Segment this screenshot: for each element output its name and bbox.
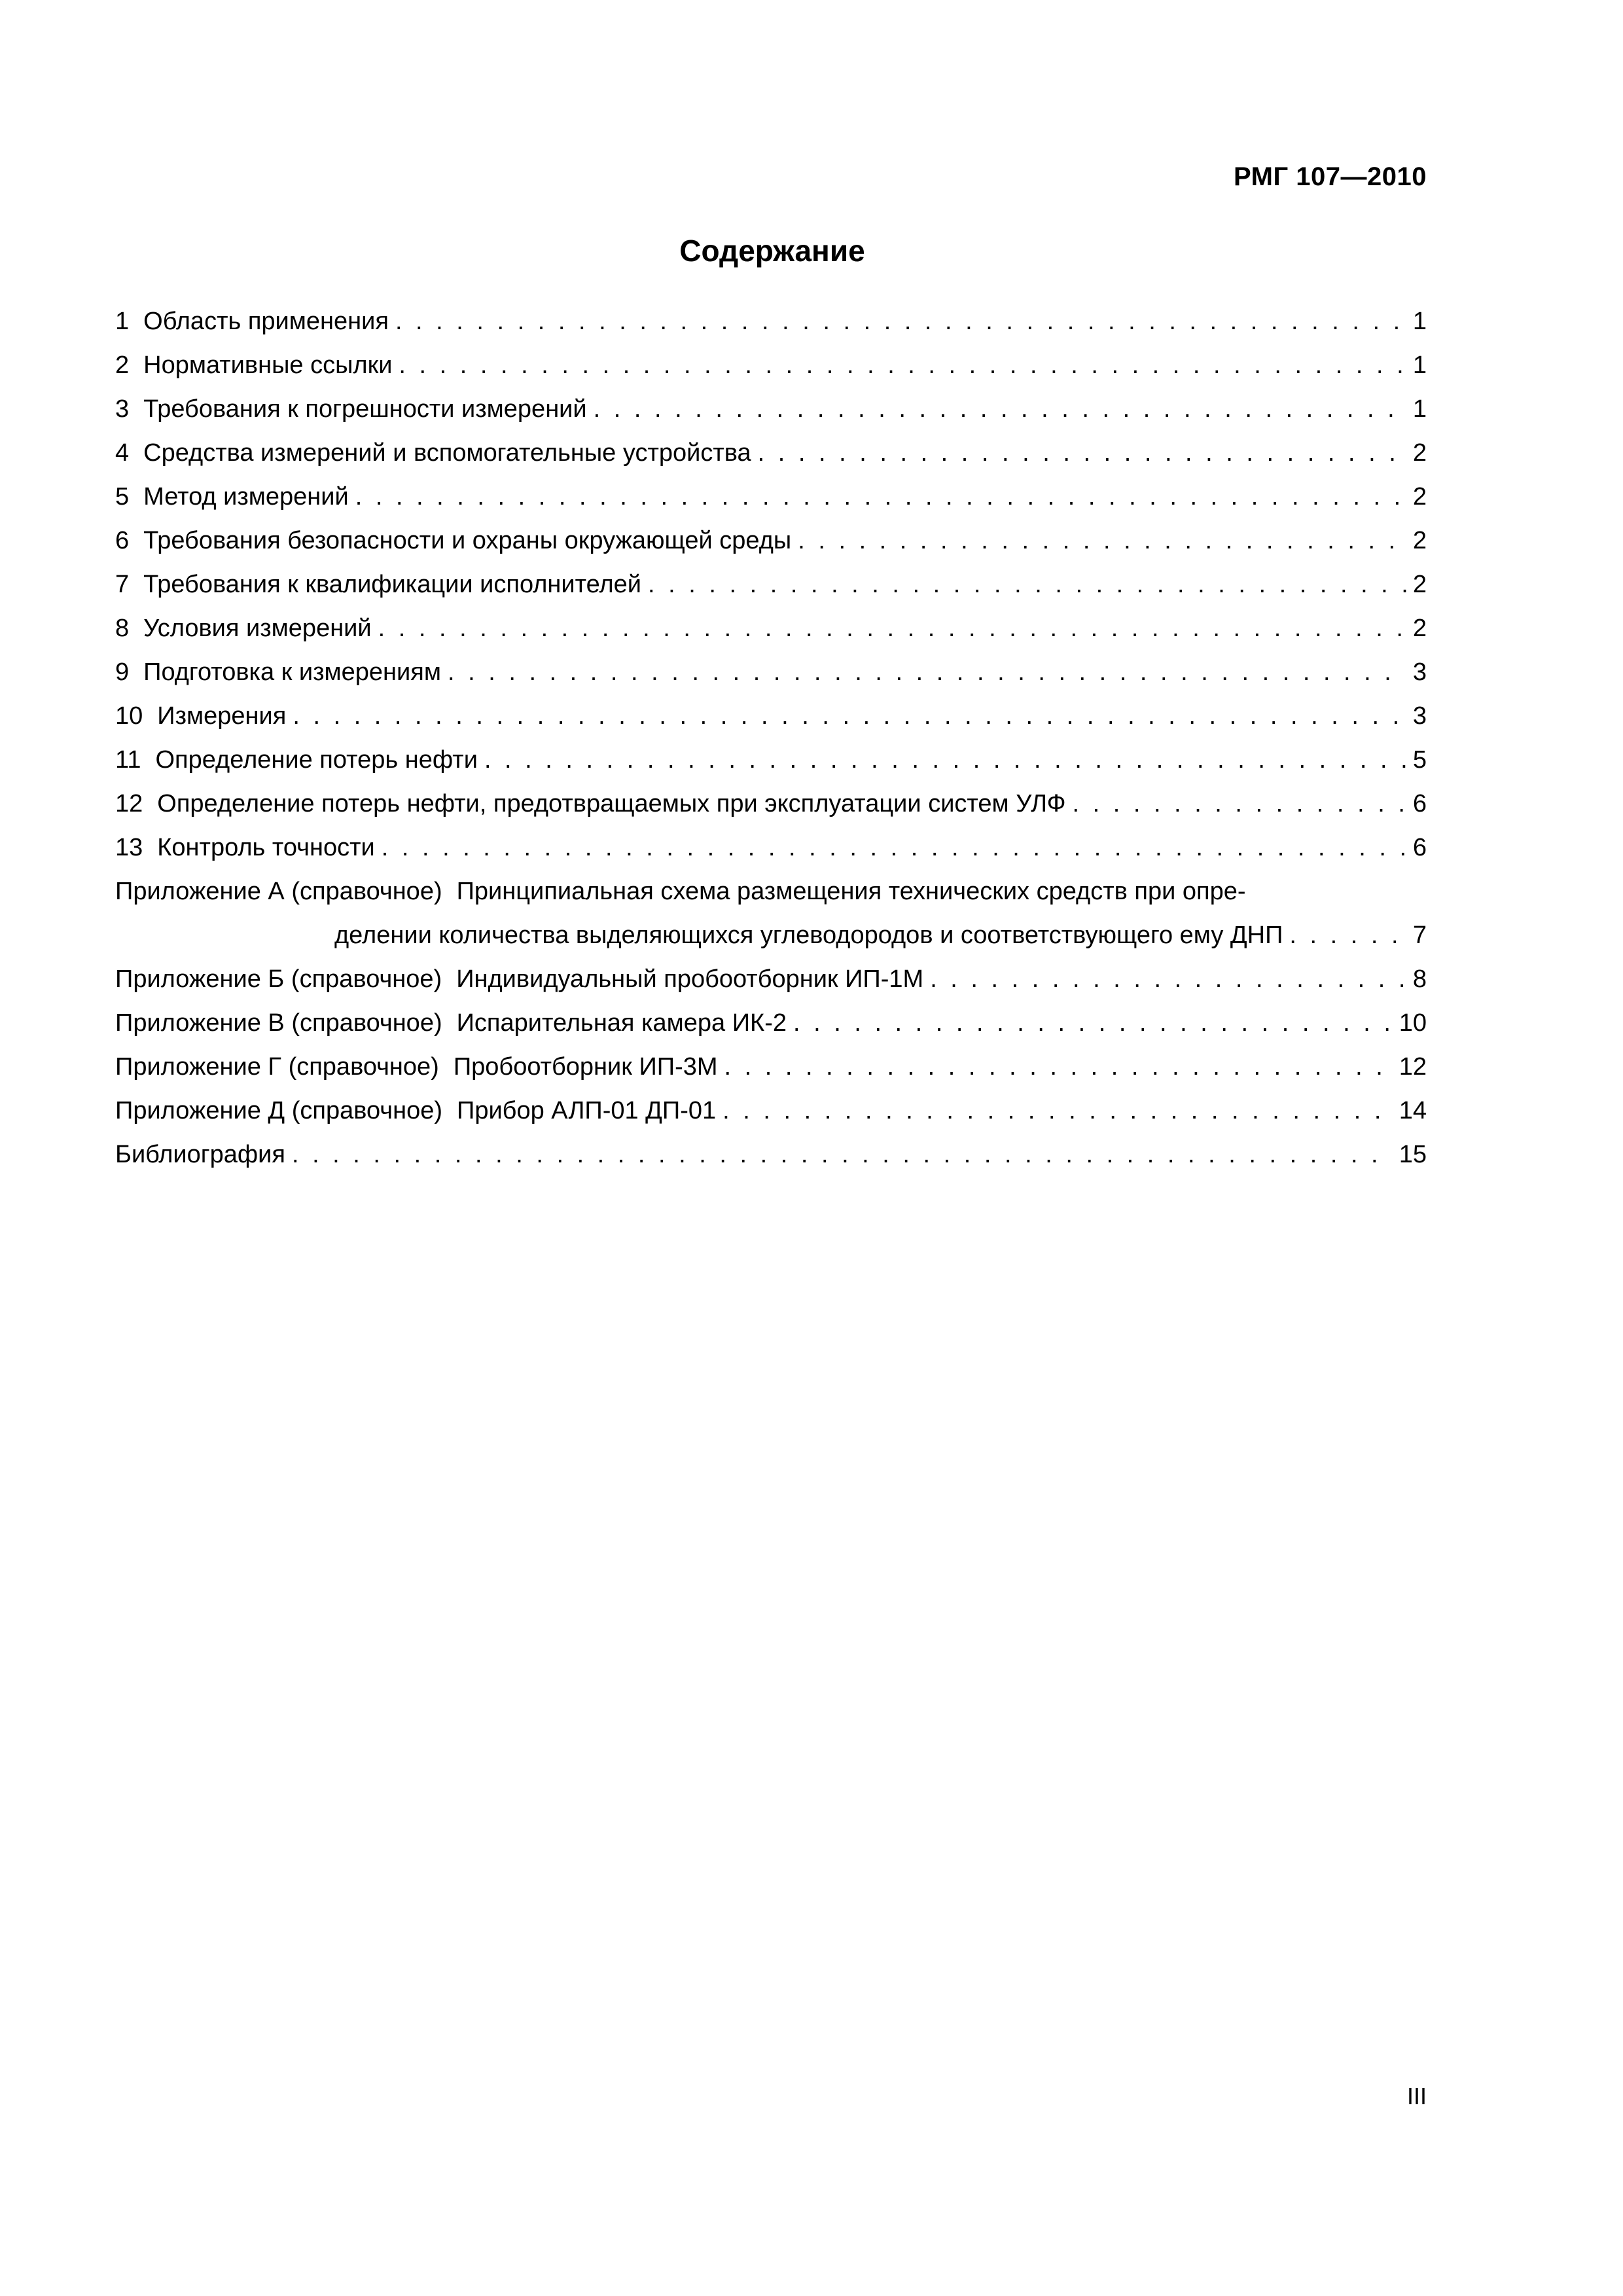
toc-entry-page: 1 bbox=[1412, 351, 1427, 379]
toc-entry-number: 6 bbox=[115, 527, 130, 554]
toc-entry-appendix-a[interactable] bbox=[115, 870, 1427, 958]
toc-entry-number: 1 bbox=[115, 308, 130, 335]
toc-entry-page: 1 bbox=[1412, 308, 1427, 335]
toc-entry-text: Требования к квалификации исполнителей bbox=[143, 571, 642, 598]
toc-entry-6[interactable] bbox=[115, 519, 1427, 563]
dot-leader bbox=[395, 300, 1406, 344]
toc-entry-appendix-d[interactable] bbox=[115, 1089, 1427, 1133]
toc-entry-7[interactable] bbox=[115, 563, 1427, 607]
dot-leader bbox=[594, 387, 1406, 431]
toc-entry-number: 13 bbox=[115, 834, 143, 861]
toc-entry-10[interactable] bbox=[115, 694, 1427, 738]
table-of-contents bbox=[115, 300, 1427, 1177]
toc-entry-page: 2 bbox=[1412, 571, 1427, 598]
toc-entry-11[interactable] bbox=[115, 738, 1427, 782]
toc-entry-page: 1 bbox=[1412, 395, 1427, 423]
dot-leader bbox=[758, 431, 1406, 475]
toc-entry-appendix-b[interactable] bbox=[115, 958, 1427, 1001]
dot-leader bbox=[355, 475, 1406, 519]
dot-leader bbox=[793, 1001, 1393, 1045]
toc-entry-text: Требования безопасности и охраны окружающей среды bbox=[143, 527, 792, 554]
document-code: РМГ 107—2010 bbox=[1234, 162, 1427, 191]
toc-entry-line bbox=[115, 870, 1427, 914]
toc-entry-number: 5 bbox=[115, 483, 130, 511]
toc-entry-number: 9 bbox=[115, 658, 130, 686]
appendix-label: Приложение В (справочное) bbox=[115, 1009, 442, 1037]
toc-entry-line bbox=[115, 914, 1427, 958]
toc-entry-text: Определение потерь нефти, предотвращаемых при эксплуатации систем УЛФ bbox=[157, 790, 1066, 817]
toc-entry-page: 12 bbox=[1399, 1053, 1427, 1081]
dot-leader bbox=[399, 344, 1406, 387]
toc-entry-3[interactable] bbox=[115, 387, 1427, 431]
toc-entry-text: Метод измерений bbox=[143, 483, 349, 511]
toc-entry-9[interactable] bbox=[115, 651, 1427, 694]
dot-leader bbox=[648, 563, 1406, 607]
toc-entry-bibliography[interactable] bbox=[115, 1133, 1427, 1177]
toc-entry-number: 11 bbox=[115, 746, 141, 774]
appendix-label: Приложение А (справочное) bbox=[115, 878, 442, 905]
toc-entry-page: 2 bbox=[1412, 439, 1427, 467]
toc-entry-text-continuation: делении количества выделяющихся углеводородов и соответствующего ему ДНП bbox=[334, 922, 1283, 949]
toc-entry-text: Библиография bbox=[115, 1141, 285, 1168]
toc-entry-4[interactable] bbox=[115, 431, 1427, 475]
toc-entry-page: 10 bbox=[1399, 1009, 1427, 1037]
toc-entry-appendix-g[interactable] bbox=[115, 1045, 1427, 1089]
toc-entry-page: 3 bbox=[1412, 702, 1427, 730]
toc-entry-number: 12 bbox=[115, 790, 143, 817]
toc-entry-1[interactable] bbox=[115, 300, 1427, 344]
dot-leader bbox=[722, 1089, 1393, 1133]
toc-entry-text: Принципиальная схема размещения технических средств при опре- bbox=[456, 878, 1246, 905]
dot-leader bbox=[448, 651, 1406, 694]
toc-entry-text: Пробоотборник ИП-3М bbox=[453, 1053, 718, 1081]
appendix-label: Приложение Г (справочное) bbox=[115, 1053, 439, 1081]
toc-entry-5[interactable] bbox=[115, 475, 1427, 519]
toc-entry-2[interactable] bbox=[115, 344, 1427, 387]
dot-leader bbox=[724, 1045, 1393, 1089]
page-number: III bbox=[1406, 2083, 1427, 2109]
toc-entry-page: 14 bbox=[1399, 1097, 1427, 1124]
toc-entry-text: Область применения bbox=[143, 308, 389, 335]
toc-entry-text: Испарительная камера ИК-2 bbox=[456, 1009, 787, 1037]
toc-entry-8[interactable] bbox=[115, 607, 1427, 651]
dot-leader bbox=[930, 958, 1406, 1001]
toc-entry-text: Подготовка к измерениям bbox=[143, 658, 441, 686]
toc-entry-text: Требования к погрешности измерений bbox=[143, 395, 587, 423]
toc-entry-page: 5 bbox=[1412, 746, 1427, 774]
toc-entry-number: 2 bbox=[115, 351, 130, 379]
toc-entry-13[interactable] bbox=[115, 826, 1427, 870]
toc-entry-number: 8 bbox=[115, 615, 130, 642]
toc-entry-text: Контроль точности bbox=[157, 834, 375, 861]
toc-entry-text: Нормативные ссылки bbox=[143, 351, 393, 379]
toc-entry-page: 3 bbox=[1412, 658, 1427, 686]
toc-entry-text: Определение потерь нефти bbox=[155, 746, 478, 774]
toc-entry-page: 2 bbox=[1412, 527, 1427, 554]
toc-entry-page: 2 bbox=[1412, 615, 1427, 642]
toc-entry-text: Условия измерений bbox=[143, 615, 372, 642]
toc-entry-number: 4 bbox=[115, 439, 130, 467]
toc-entry-page: 8 bbox=[1412, 965, 1427, 993]
toc-entry-number: 10 bbox=[115, 702, 143, 730]
toc-entry-text: Измерения bbox=[157, 702, 287, 730]
toc-entry-12[interactable] bbox=[115, 782, 1427, 826]
toc-title: Содержание bbox=[679, 234, 865, 268]
dot-leader bbox=[1289, 914, 1406, 958]
toc-entry-page: 7 bbox=[1412, 922, 1427, 949]
toc-entry-text: Индивидуальный пробоотборник ИП-1М bbox=[456, 965, 924, 993]
toc-entry-page: 6 bbox=[1412, 834, 1427, 861]
dot-leader bbox=[293, 694, 1406, 738]
toc-entry-text: Средства измерений и вспомогательные устройства bbox=[143, 439, 751, 467]
toc-entry-page: 15 bbox=[1399, 1141, 1427, 1168]
dot-leader bbox=[292, 1133, 1393, 1177]
dot-leader bbox=[484, 738, 1406, 782]
dot-leader bbox=[382, 826, 1406, 870]
toc-entry-page: 6 bbox=[1412, 790, 1427, 817]
toc-entry-number: 7 bbox=[115, 571, 130, 598]
dot-leader bbox=[1073, 782, 1406, 826]
toc-entry-text: Прибор АЛП-01 ДП-01 bbox=[457, 1097, 717, 1124]
dot-leader bbox=[798, 519, 1406, 563]
toc-entry-number: 3 bbox=[115, 395, 130, 423]
toc-entry-page: 2 bbox=[1412, 483, 1427, 511]
appendix-label: Приложение Б (справочное) bbox=[115, 965, 442, 993]
toc-entry-appendix-v[interactable] bbox=[115, 1001, 1427, 1045]
appendix-label: Приложение Д (справочное) bbox=[115, 1097, 442, 1124]
dot-leader bbox=[378, 607, 1406, 651]
